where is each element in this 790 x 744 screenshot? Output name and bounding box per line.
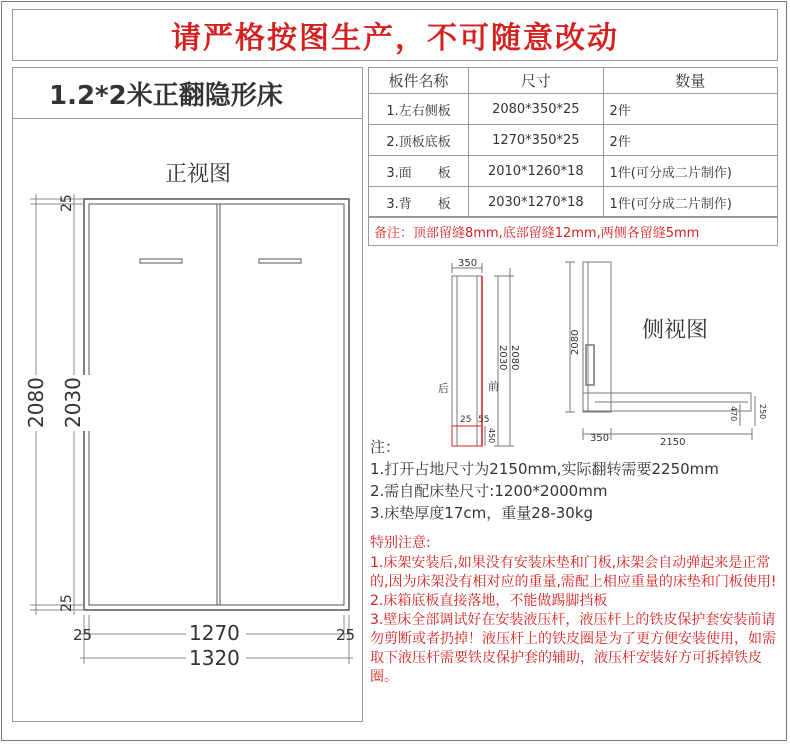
front-view-drawing [84, 199, 349, 610]
section-front-label: 前 [488, 380, 499, 393]
side-height: 2080 [570, 329, 581, 355]
special-notes-section [370, 532, 780, 687]
banner-text: 请严格按图生产，不可随意改动 [171, 21, 619, 56]
section-dim-55: 55 [478, 415, 490, 425]
note-item: 1.打开占地尺寸为2150mm,实际翻转需要2250mm [370, 460, 719, 478]
header-qty: 数量 [603, 68, 777, 94]
note-item: 3.床垫厚度17cm，重量28-30kg [370, 504, 594, 522]
part-size: 1270*350*25 [469, 125, 603, 156]
side-view-title: 侧视图 [642, 318, 709, 343]
section-dim-25: 25 [460, 415, 472, 425]
note-item: 2.需自配床垫尺寸:1200*2000mm [370, 482, 608, 500]
section-height-outer: 2080 [509, 345, 520, 371]
front-view-title: 正视图 [165, 162, 232, 187]
handle-left [140, 259, 182, 263]
part-size: 2080*350*25 [469, 94, 603, 125]
dim-height-outer: 2080 [24, 377, 48, 428]
dim-width-inner: 1270 [189, 621, 240, 645]
dim-top-gap: 25 [59, 194, 75, 212]
part-qty: 2件 [603, 94, 777, 125]
part-size: 2010*1260*18 [469, 156, 603, 187]
dim-bottom-gap: 25 [59, 594, 75, 612]
model-title: 1.2*2米正翻隐形床 [12, 67, 363, 119]
side-length: 2150 [660, 437, 686, 448]
dim-width-outer: 1320 [189, 646, 240, 670]
side-view-drawing [565, 262, 755, 440]
part-qty: 1件(可分成二片制作) [603, 187, 777, 218]
dim-left-gap: 25 [73, 626, 93, 644]
part-name: 2.顶板底板 [369, 125, 469, 156]
section-dim-bottom: 450 [487, 428, 496, 444]
header-size: 尺寸 [469, 68, 603, 94]
part-qty: 2件 [603, 125, 777, 156]
section-back-label: 后 [438, 382, 449, 395]
handle-right [259, 259, 301, 263]
part-name: 3.面 板 [369, 156, 469, 187]
special-title: 特别注意: [370, 535, 431, 551]
side-bottom-dim: 350 [590, 433, 610, 444]
part-name: 3.背 板 [369, 187, 469, 218]
side-dim-b: 250 [758, 404, 767, 420]
special-item: 1.床架安装后,如果没有安装床垫和门板,床架会自动弹起来是正常的,因为床架没有相对应的重量,需配上相应重量的床垫和门板使用! [370, 555, 777, 590]
dim-right-gap: 25 [336, 626, 356, 644]
special-item: 3.壁床全部调试好在安装液压杆，液压杆上的铁皮保护套安装前请勿剪断或者扔掉！液压杆上的铁皮圈是为了更方便安装使用，如需取下液压杆需要铁皮保护套的辅助，液压杆安装好方可拆掉铁皮圈。 [370, 612, 776, 685]
notes-title: 注： [370, 438, 401, 456]
part-size: 2030*1270*18 [469, 187, 603, 218]
section-height-inner: 2030 [497, 345, 508, 371]
part-qty: 1件(可分成二片制作) [603, 156, 777, 187]
remark-row: 备注：顶部留缝8mm,底部留缝12mm,两侧各留缝5mm [368, 216, 778, 246]
section-top-dim: 350 [458, 258, 478, 269]
header-name: 板件名称 [369, 68, 469, 94]
notes-section [370, 436, 780, 524]
part-name: 1.左右侧板 [369, 94, 469, 125]
side-dim-a: 470 [729, 406, 738, 422]
dim-height-inner: 2030 [61, 377, 85, 428]
special-item: 2.床箱底板直接落地，不能做踢脚挡板 [370, 593, 608, 609]
